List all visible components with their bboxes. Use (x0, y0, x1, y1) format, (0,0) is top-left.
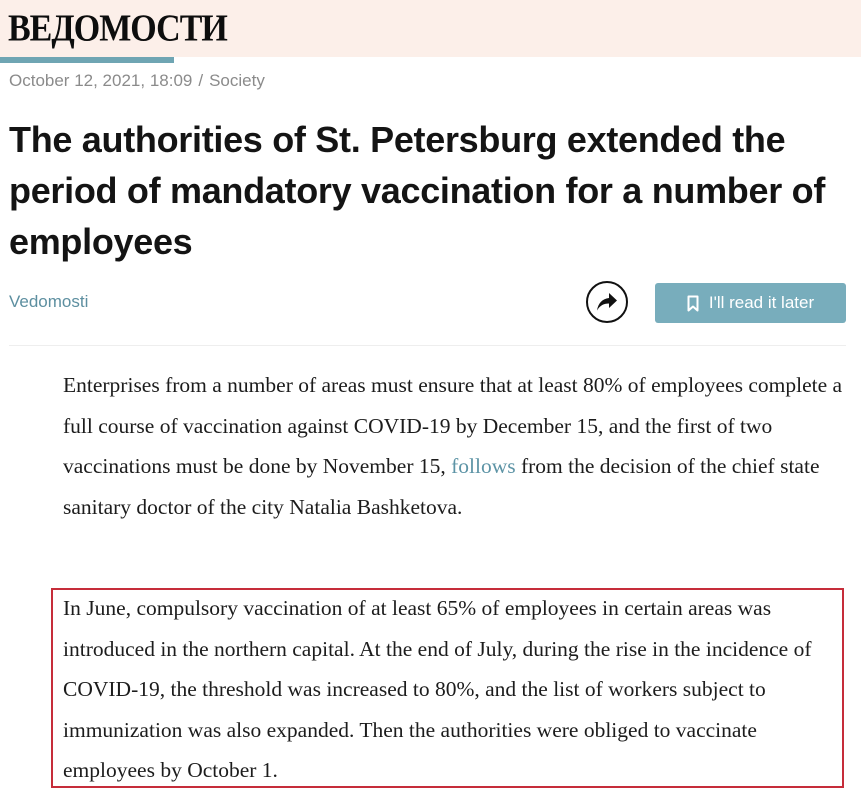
article-title: The authorities of St. Petersburg extended the period of mandatory vaccination for a number of employees (9, 119, 826, 262)
article-paragraph-1 (63, 365, 843, 527)
share-arrow-icon (596, 292, 618, 312)
article-paragraph-2: In June, compulsory vaccination of at least 65% of employees in certain areas was introduced in the northern capital. At the end of July, during the rise in the incidence of COVID-19, the threshold was increased to 80%, and the list of workers subject to immunization was also expanded. Then the authorities were obliged to vaccinate employees by October 1. (63, 596, 812, 782)
paragraph-1-text-end: from the decision of the chief state sanitary doctor of the city Natalia Bashketova. (63, 454, 820, 519)
publish-date: October 12, 2021, 18:09 (9, 71, 193, 90)
bookmark-icon (687, 295, 699, 312)
read-later-button[interactable] (655, 283, 846, 323)
read-later-label: I'll read it later (708, 293, 815, 312)
meta-separator: / (198, 71, 204, 90)
header-accent-line (0, 57, 174, 63)
category-link[interactable]: Society (209, 71, 265, 90)
site-logo[interactable]: ВЕДОМОСТИ (8, 8, 227, 50)
article-meta (9, 71, 265, 91)
site-header (0, 0, 861, 57)
article-source[interactable]: Vedomosti (9, 292, 89, 311)
share-button[interactable] (586, 281, 628, 323)
content-divider (9, 345, 846, 346)
follows-link[interactable]: follows (451, 454, 516, 478)
paragraph-1-text-start: Enterprises from a number of areas must ensure that at least 80% of employees complete a full course of vaccination against COVID-19 by December 15, and the first of two vaccinations must be done by November 15, (63, 373, 843, 478)
